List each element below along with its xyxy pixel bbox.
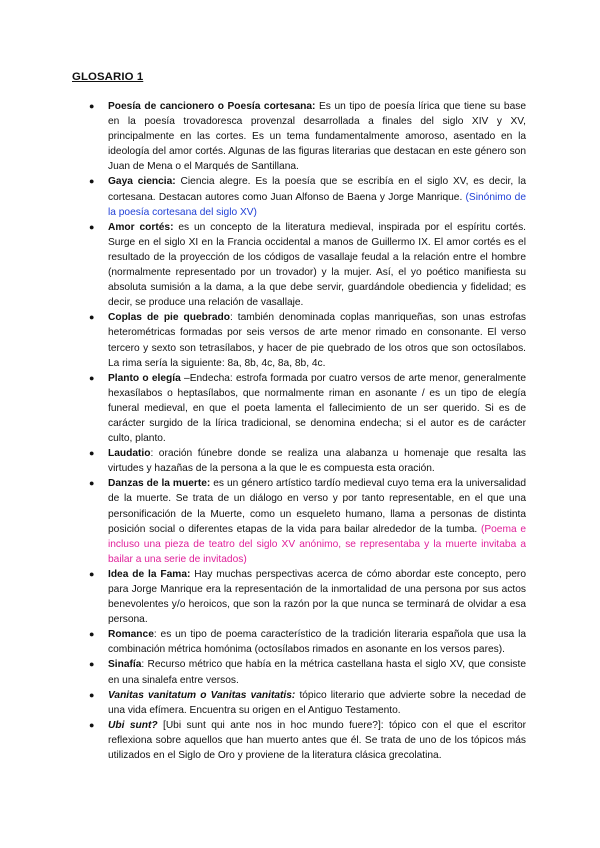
bullet-icon: ● [89, 659, 95, 670]
glossary-entry [89, 627, 526, 657]
entry-definition: Es un tipo de poesía lírica que tiene su base en la poesía trovadoresca provenzal desarrollada a finales del siglo XIV y XV, principalmente en las cortes. Es un tema fundamentalmente amoroso, asentado en la ideología del amor cortés. Algunas de las figuras literarias que destacan en este género son Juan de Mena o el Marqués de Santillana. [108, 101, 526, 173]
glossary-entry [89, 567, 526, 627]
bullet-icon: ● [89, 629, 95, 640]
bullet-icon: ● [89, 689, 95, 700]
entry-definition: Hay muchas perspectivas acerca de cómo abordar este concepto, pero para Jorge Manrique era la representación de la inmortalidad de una persona por sus actos benevolentes y/o heroicos, que son la razón por la que nunca se terminará de olvidar a esa persona. [108, 568, 526, 626]
bullet-icon: ● [89, 176, 95, 187]
glossary-entry [89, 310, 526, 370]
bullet-icon: ● [89, 719, 95, 730]
bullet-icon: ● [89, 312, 95, 323]
entry-term: Sinafía [108, 659, 142, 671]
entry-definition: : Recurso métrico que había en la métrica castellana hasta el siglo XV, que consiste en una sinalefa entre versos. [108, 659, 526, 686]
entry-term: Danzas de la muerte: [108, 478, 211, 490]
entry-term: Coplas de pie quebrado [108, 312, 230, 324]
bullet-icon: ● [89, 478, 95, 489]
glossary-entry [89, 174, 526, 219]
entry-definition: es un concepto de la literatura medieval, inspirada por el espíritu cortés. Surge en el siglo XI en la Francia occidental a manos de Guillermo IX. El amor cortés es el resultado de la proyección de los códigos de vasallaje feudal a la relación entre el hombre (normalmente representado por un trovador) y la mujer. Así, el yo poético manifiesta su absoluta sumisión a la dama, a la que debe servir, guardándole obediencia y fidelidad; es decir, se produce una relación de vasallaje. [108, 221, 526, 309]
entry-definition: : oración fúnebre donde se realiza una alabanza u homenaje que resalta las virtudes y hazañas de la persona a la que le es compuesta esta oración. [108, 448, 526, 475]
entry-term: Ubi sunt? [108, 719, 158, 731]
entry-definition: Ciencia alegre. Es la poesía que se escribía en el siglo XV, es decir, la cortesana. Destacan autores como Juan Alfonso de Baena y Jorge Manrique. [108, 176, 526, 203]
entry-term: Vanitas vanitatum o Vanitas vanitatis: [108, 689, 296, 701]
entry-definition: es un género artístico tardío medieval cuyo tema era la universalidad de la muerte. Se trata de un diálogo en verso y por tanto representable, en el que una personificación de la Muerte, como un esqueleto humano, llama a personas de distinta posición social o diferentes etapas de la vida para bailar alrededor de la tumba. [108, 478, 526, 535]
entry-note: (Sinónimo de la poesía cortesana del siglo XV) [108, 191, 526, 218]
entry-definition: –Endecha: estrofa formada por cuatro versos de arte menor, generalmente hexasílabos o heptasílabos, que normalmente riman en asonante / es un tipo de elegía funeral medieval, en que el poeta lamenta el fallecimiento de un ser querido. Si es de carácter surgido de la lírica tradicional, se denomina endecha; si el autor es de carácter culto, planto. [108, 372, 526, 445]
entry-term: Planto o elegía [108, 372, 181, 384]
bullet-icon: ● [89, 568, 95, 579]
glossary-list [0, 99, 600, 763]
entry-note: (Poema e incluso una pieza de teatro del siglo XV anónimo, se representaba y la muerte invitaba a bailar a una serie de invitados) [108, 523, 526, 565]
bullet-icon: ● [89, 448, 95, 459]
entry-term: Gaya ciencia: [108, 176, 176, 188]
glossary-entry [89, 446, 526, 476]
entry-term: Romance [108, 629, 154, 641]
entry-term: Laudatio [108, 448, 151, 460]
entry-definition: : es un tipo de poema característico de la tradición literaria española que usa la combinación métrica homónima (octosílabos rimados en asonante en los versos pares). [108, 629, 526, 656]
bullet-icon: ● [89, 101, 95, 111]
glossary-entry [89, 657, 526, 687]
glossary-entry [89, 220, 526, 311]
entry-definition: : también denominada coplas manriqueñas, son unas estrofas heterométricas formadas por seis versos de arte menor rimado en consonante. El verso tercero y sexto son tetrasílabos, y hacer de pie quebrado de los otros que son octosílabos. La rima sería la siguiente: 8a, 8b, 4c, 8a, 8b, 4c. [108, 312, 526, 369]
glossary-entry [89, 99, 526, 174]
bullet-icon: ● [89, 221, 95, 232]
glossary-entry [89, 476, 526, 567]
page-title: GLOSARIO 1 [72, 71, 144, 83]
glossary-entry [89, 718, 527, 763]
bullet-icon: ● [89, 372, 95, 383]
entry-term: Amor cortés: [108, 221, 174, 233]
glossary-entry [89, 688, 527, 718]
entry-term: Idea de la Fama: [108, 568, 191, 580]
entry-term: Poesía de cancionero o Poesía cortesana: [108, 101, 316, 112]
glossary-entry [89, 371, 526, 446]
entry-definition: [Ubi sunt qui ante nos in hoc mundo fuere?]: tópico con el que el escritor reflexiona sobre aquellos que han muerto antes que él. Se trata de uno de los tópicos más utilizados en el Siglo de Oro y proviene de la literatura clásica grecolatina. [108, 719, 527, 762]
entry-definition: tópico literario que advierte sobre la necedad de una vida efímera. Encuentra su origen en el Antiguo Testamento. [108, 689, 527, 716]
